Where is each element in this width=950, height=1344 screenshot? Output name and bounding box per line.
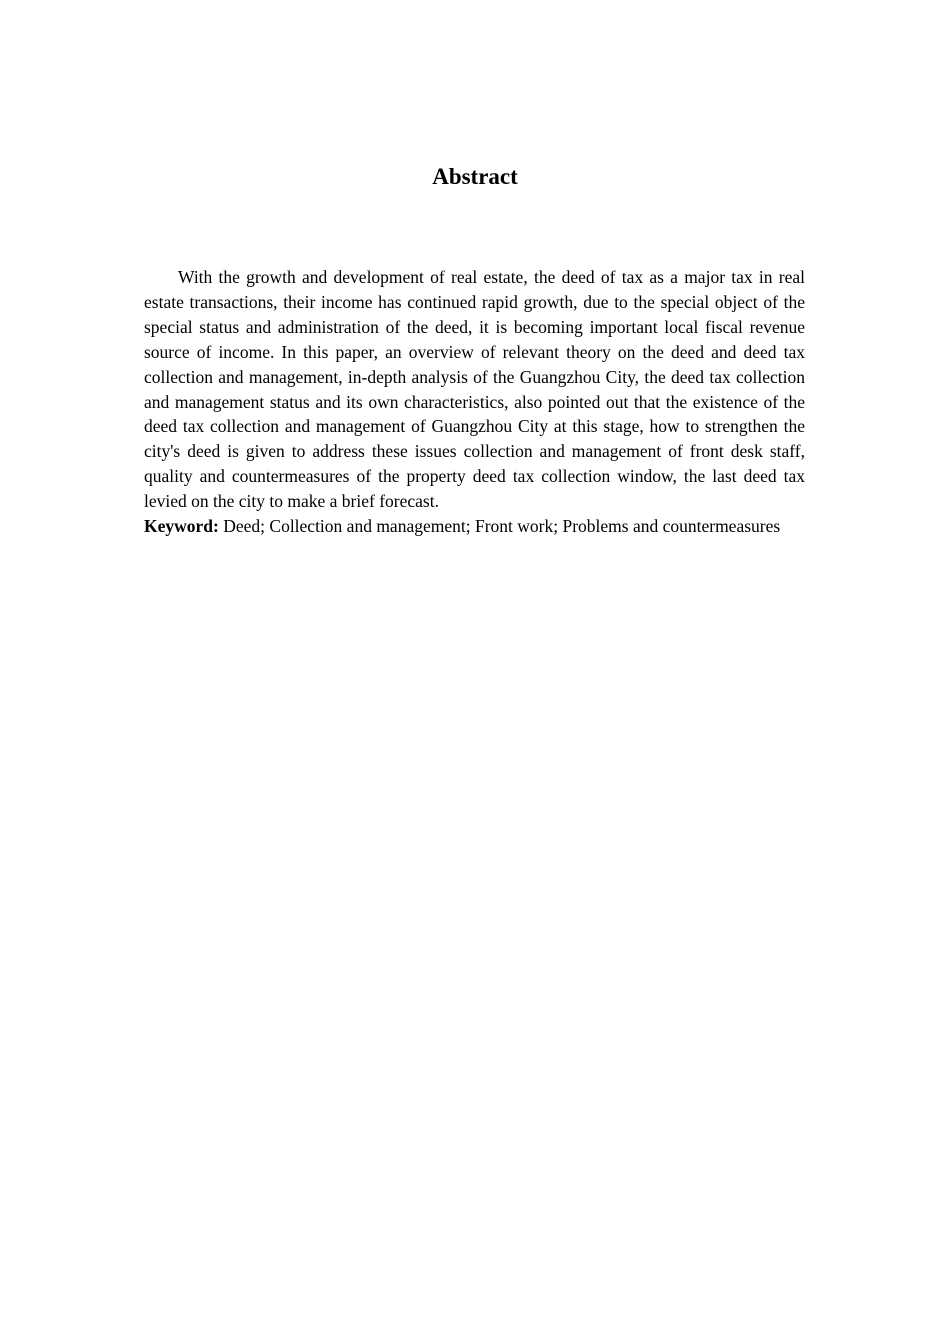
- keywords-line: [144, 514, 805, 539]
- abstract-body: [144, 265, 805, 539]
- keyword-label: Keyword:: [144, 516, 219, 537]
- page-title: Abstract: [432, 164, 518, 189]
- abstract-paragraph: With the growth and development of real estate, the deed of tax as a major tax in real estate transactions, their income has continued rapid growth, due to the special object of the special status and administration of the deed, it is becoming important local fiscal revenue source of income. In this paper, an overview of relevant theory on the deed and deed tax collection and management, in-depth analysis of the Guangzhou City, the deed tax collection and management status and its own characteristics, also pointed out that the existence of the deed tax collection and management of Guangzhou City at this stage, how to strengthen the city's deed is given to address these issues collection and management of front desk staff, quality and countermeasures of the property deed tax collection window, the last deed tax levied on the city to make a brief forecast.: [144, 267, 805, 512]
- keywords-text: Deed; Collection and management; Front work; Problems and countermeasures: [223, 516, 781, 537]
